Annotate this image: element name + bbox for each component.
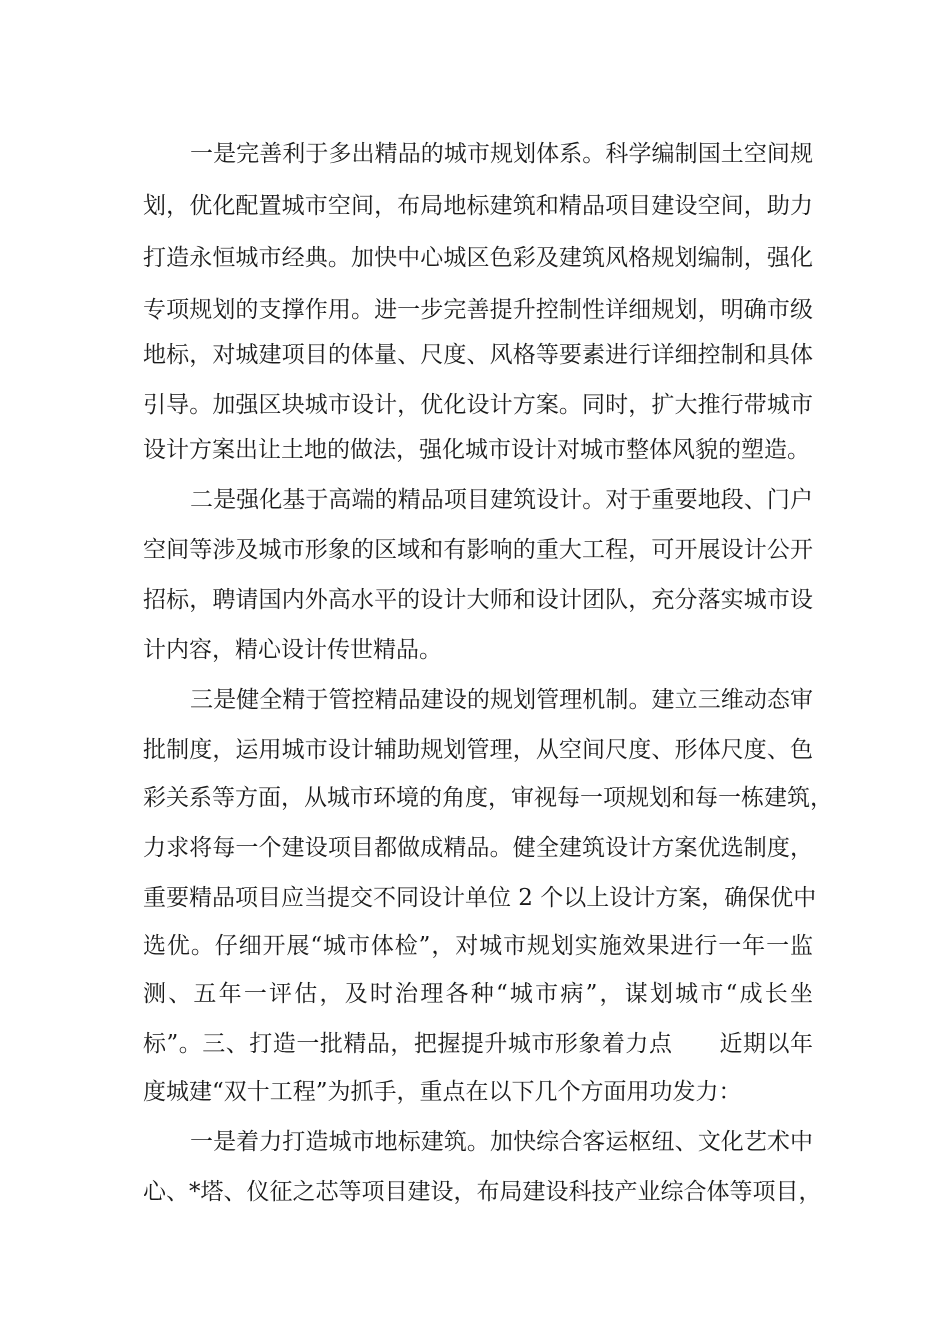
- paragraph-line: 划，优化配置城市空间，布局地标建筑和精品项目建设空间，助力: [143, 193, 813, 219]
- paragraph-line: 三是健全精于管控精品建设的规划管理机制。建立三维动态审: [190, 687, 813, 713]
- paragraph-line: 一是着力打造城市地标建筑。加快综合客运枢纽、文化艺术中: [190, 1129, 813, 1155]
- paragraph-line: 计内容，精心设计传世精品。: [143, 637, 442, 663]
- paragraph-line: 度城建“双十工程”为抓手，重点在以下几个方面用功发力：: [143, 1079, 742, 1105]
- paragraph-line: 标”。三、打造一批精品，把握提升城市形象着力点 近期以年: [143, 1031, 813, 1057]
- paragraph-line: 力求将每一个建设项目都做成精品。健全建筑设计方案优选制度，: [143, 835, 813, 861]
- paragraph-line: 专项规划的支撑作用。进一步完善提升控制性详细规划，明确市级: [143, 297, 813, 323]
- paragraph-line: 空间等涉及城市形象的区域和有影响的重大工程，可开展设计公开: [143, 537, 813, 563]
- paragraph-line: 地标，对城建项目的体量、尺度、风格等要素进行详细控制和具体: [143, 342, 813, 368]
- paragraph-line: 选优。仔细开展“城市体检”，对城市规划实施效果进行一年一监: [143, 933, 813, 959]
- paragraph-line: 测、五年一评估，及时治理各种“城市病”，谋划城市“成长坐: [143, 981, 813, 1007]
- paragraph-line: 打造永恒城市经典。加快中心城区色彩及建筑风格规划编制，强化: [143, 245, 813, 271]
- paragraph-line: 招标，聘请国内外高水平的设计大师和设计团队，充分落实城市设: [143, 587, 813, 613]
- paragraph-line: 批制度，运用城市设计辅助规划管理，从空间尺度、形体尺度、色: [143, 737, 813, 763]
- paragraph-line: 重要精品项目应当提交不同设计单位 2 个以上设计方案，确保优中: [143, 885, 817, 911]
- paragraph-line: 引导。加强区块城市设计，优化设计方案。同时，扩大推行带城市: [143, 392, 813, 418]
- paragraph-line: 心、*塔、仪征之芯等项目建设，布局建设科技产业综合体等项目，: [143, 1179, 822, 1205]
- paragraph-line: 彩关系等方面，从城市环境的角度，审视每一项规划和每一栋建筑，: [143, 785, 833, 811]
- paragraph-line: 一是完善利于多出精品的城市规划体系。科学编制国土空间规: [190, 141, 813, 167]
- paragraph-line: 设计方案出让土地的做法，强化城市设计对城市整体风貌的塑造。: [143, 437, 810, 463]
- paragraph-line: 二是强化基于高端的精品项目建筑设计。对于重要地段、门户: [190, 487, 813, 513]
